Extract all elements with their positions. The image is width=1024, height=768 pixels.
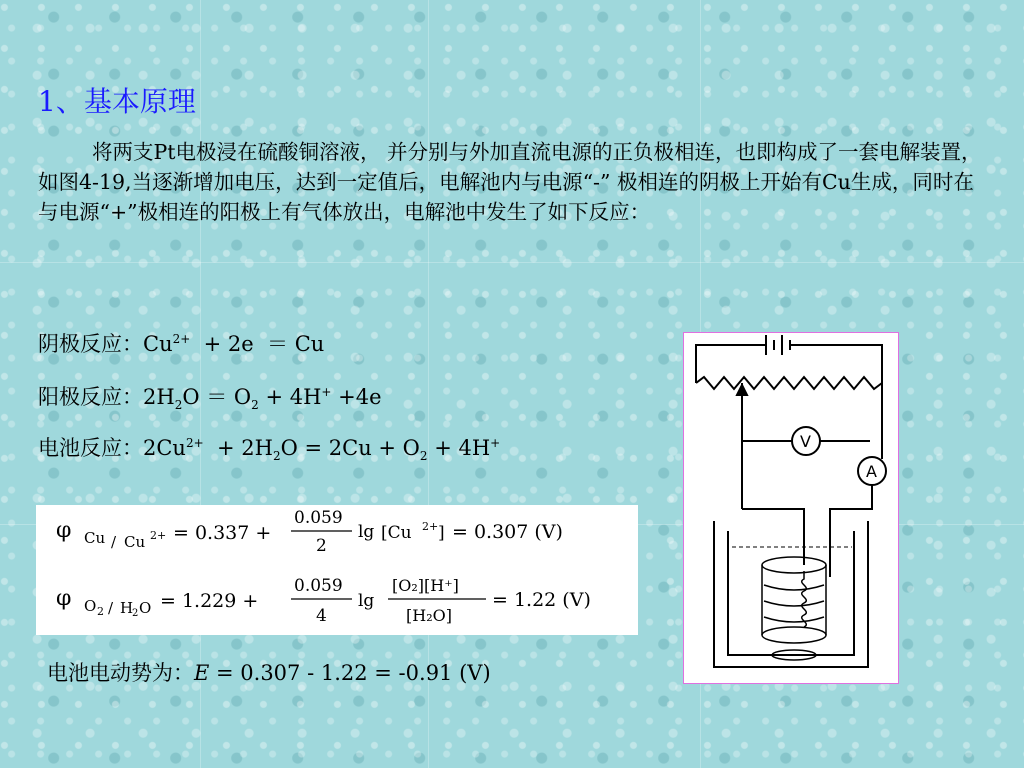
sup: 2+: [185, 436, 204, 450]
electrode-cylinder: [762, 557, 826, 573]
principle-paragraph: [38, 137, 988, 227]
cell-label: 电池反应：: [38, 436, 143, 460]
anode-part: +4e: [331, 385, 382, 409]
formula-text: = 0.337 +: [173, 522, 272, 544]
emf-label: 电池电动势为：: [47, 661, 194, 685]
nernst-formulas-svg: [36, 505, 638, 635]
anode-reaction: [38, 381, 382, 412]
formula-result: = 0.307 (V): [452, 521, 563, 543]
formula-text: = 1.229 +: [160, 590, 259, 612]
cathode-species: Cu: [143, 332, 173, 356]
formula-text: [Cu: [381, 523, 412, 543]
cell-part: 2Cu: [143, 436, 186, 460]
anode-part: O ＝ O: [182, 385, 252, 409]
formula-text: lg: [358, 522, 375, 542]
background-grid-line: [0, 262, 1024, 263]
cathode-label: 阴极反应：: [38, 332, 143, 356]
sub: 2: [419, 449, 428, 464]
sup: +: [321, 385, 332, 399]
formula-text: ]: [438, 523, 445, 543]
sub-text: Cu: [124, 533, 146, 551]
electrode-rings: [764, 585, 824, 622]
sub-text: H: [120, 599, 134, 617]
cell-reaction: [38, 432, 500, 463]
emf-expression: = 0.307 - 1.22 = -0.91 (V): [209, 661, 491, 685]
electrode-cylinder-base: [762, 627, 826, 643]
cell-part: + 4H: [427, 436, 491, 460]
coil-electrode-icon: [802, 571, 807, 627]
sub-text: 2: [97, 605, 104, 618]
formula-text: lg: [358, 591, 375, 611]
sub-text: O: [139, 599, 152, 617]
anode-part: + 4H: [258, 385, 322, 409]
fraction-numerator: 0.059: [294, 576, 343, 596]
cell-part: O = 2Cu + O: [280, 436, 420, 460]
anode-label: 阳极反应：: [38, 385, 143, 409]
ammeter-label: A: [866, 462, 877, 481]
background-grid-line: [428, 0, 429, 768]
emf-line: [47, 657, 491, 687]
beaker-outer: [714, 521, 868, 667]
sub-text: /: [111, 533, 117, 551]
sup: +: [490, 436, 501, 450]
emf-variable: E: [194, 661, 210, 685]
phi-symbol: φ: [56, 518, 72, 543]
paragraph-text: 将两支Pt电极浸在硫酸铜溶液， 并分别与外加直流电源的正负极相连，也即构成了一套电解装置，如图4-19,当逐渐增加电压，达到一定值后，电解池内与电源“-” 极相连的阴极上开始有Cu生成，同时在与电源“+”极相连的阳极上有气体放出，电解池中发生了如下反应：: [38, 140, 982, 224]
fraction-numerator: 0.059: [294, 508, 343, 528]
phi-symbol: φ: [56, 586, 72, 611]
fraction-denominator: 2: [316, 536, 327, 556]
sub: 2: [251, 398, 259, 413]
sub: 2: [272, 449, 281, 464]
sub-text: 2: [132, 608, 139, 619]
voltmeter-label: V: [800, 432, 811, 451]
rheostat-icon: [696, 377, 882, 389]
fraction-denominator: 4: [316, 606, 327, 626]
beaker-inner: [728, 531, 854, 655]
fraction-numerator: [O₂][H⁺]: [392, 576, 459, 595]
sub-text: O: [84, 597, 97, 615]
sup-text: 2+: [422, 520, 439, 533]
slider-arrow-icon: [737, 385, 747, 395]
anode-part: 2H: [143, 385, 175, 409]
cell-part: + 2H: [203, 436, 273, 460]
wire: [830, 485, 872, 577]
fraction-denominator: [H₂O]: [406, 606, 452, 625]
sub: 2: [174, 398, 183, 413]
nernst-formula-panel: [36, 505, 638, 635]
wire: [696, 345, 766, 383]
apparatus-svg: [684, 333, 898, 683]
sub-text: /: [108, 599, 114, 617]
sup-text: 2+: [150, 529, 167, 542]
cathode-rest: + 2e ＝ Cu: [190, 332, 325, 356]
formula-result: = 1.22 (V): [492, 589, 591, 611]
sub-text: Cu: [84, 529, 106, 547]
slide-title: 1、基本原理: [38, 85, 196, 118]
charge-sup: 2+: [172, 332, 191, 346]
electrolysis-apparatus-diagram: [683, 332, 899, 684]
cathode-reaction: [38, 328, 324, 358]
